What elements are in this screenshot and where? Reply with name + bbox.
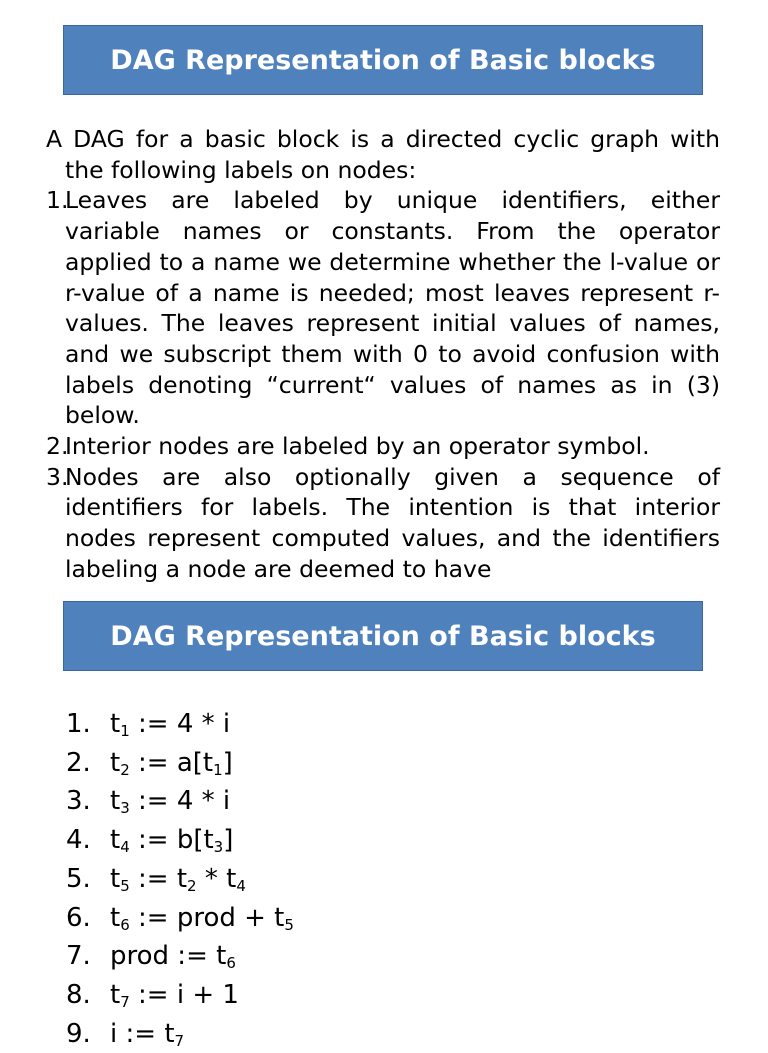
code-line (66, 899, 706, 938)
code-line (66, 744, 706, 783)
code-list (66, 705, 706, 1053)
line-number: 5. (66, 863, 91, 894)
slide-2-title (63, 601, 703, 671)
code-line (66, 976, 706, 1015)
slide-1-title (63, 25, 703, 95)
list-item (46, 431, 720, 462)
list-item-number: 2. (46, 432, 69, 461)
list-item-number: 3. (46, 462, 69, 491)
line-number: 8. (66, 979, 91, 1010)
statement: $t_2$ := $a[t_1]$ (110, 747, 233, 779)
statement: $t_5$ := $t_2 * t_4$ (110, 863, 246, 895)
slide-2-title-text: DAG Representation of Basic blocks (110, 620, 656, 652)
statement: i := $t_7$ (110, 1018, 185, 1050)
slide-1-title-text: DAG Representation of Basic blocks (110, 44, 656, 76)
line-number: 3. (66, 786, 91, 817)
code-line (66, 860, 706, 899)
statement: $t_1$ := 4 * i (110, 709, 231, 740)
statement: $t_4$ := $b[t_3]$ (110, 825, 234, 857)
list-item-number: 1. (46, 186, 69, 215)
line-number: 9. (66, 1018, 91, 1049)
statement: $t_6$ := prod + $t_5$ (110, 902, 294, 934)
statement: prod := $t_6$ (110, 941, 236, 973)
list-item-text: Leaves are labeled by unique identifiers, either variable names or constants. From the operator applied to a name we determine whether the l-value or r-value of a name is needed; most leaves represent r-values. The leaves represent initial values of names, and we subscript them with 0 to avoid confusion with labels denoting “current“ values of names as in (3) below. (65, 186, 720, 430)
statement: $t_7$ := i + 1 (110, 979, 239, 1011)
line-number: 2. (66, 747, 91, 778)
slide-1-body (46, 124, 720, 583)
line-number: 7. (66, 941, 91, 972)
line-number: 1. (66, 709, 91, 739)
list-item (46, 462, 720, 585)
list-item (46, 185, 720, 431)
code-line (66, 782, 706, 821)
statement: $t_3$ := 4 * i (110, 786, 231, 818)
code-line (66, 821, 706, 860)
line-number: 4. (66, 825, 91, 856)
code-line (66, 705, 706, 744)
code-line (66, 1015, 706, 1053)
line-number: 6. (66, 902, 91, 933)
code-line (66, 937, 706, 976)
intro-paragraph: A DAG for a basic block is a directed cyclic graph with the following labels on nodes: (46, 125, 720, 184)
list-item-text: Nodes are also optionally given a sequence of identifiers for labels. The intention is that interior nodes represent computed values, and the identifiers labeling a node are deemed to have (65, 462, 720, 583)
list-item-text: Interior nodes are labeled by an operator symbol. (65, 432, 650, 461)
